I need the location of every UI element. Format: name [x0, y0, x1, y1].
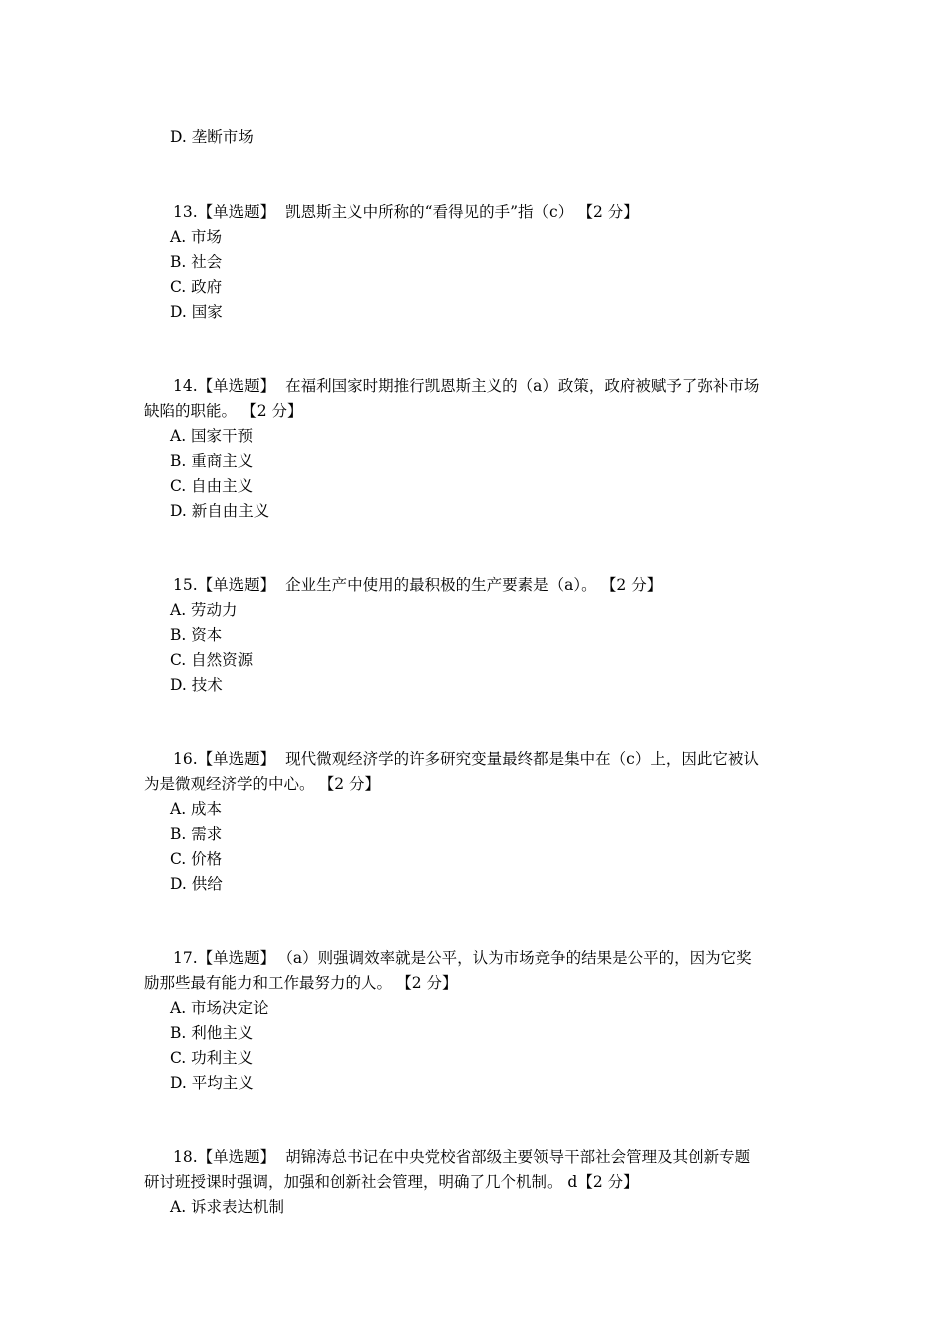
option-d: D. 国家	[170, 303, 223, 321]
option-d: D. 技术	[170, 676, 223, 694]
question-score: 【2 分】	[608, 576, 663, 594]
option-a: A. 诉求表达机制	[170, 1198, 285, 1216]
question-stem	[173, 948, 752, 968]
option-a: A. 市场	[170, 228, 223, 246]
question-type-tag: 【单选题】	[197, 1148, 276, 1166]
question-score: 【2 分】	[585, 203, 639, 221]
option-c: C. 自由主义	[170, 477, 254, 495]
question-stem-continued	[144, 973, 458, 993]
question-type-tag: 【单选题】	[197, 203, 276, 221]
question-stem	[173, 749, 759, 769]
question-stem-continued	[144, 401, 303, 421]
question-number: 18.	[173, 1148, 198, 1166]
question-number: 17.	[173, 949, 198, 967]
option-b: B. 资本	[170, 626, 223, 644]
question-stem	[173, 376, 759, 396]
question-score: 【2 分】	[326, 775, 381, 793]
option-d: D. 平均主义	[170, 1074, 254, 1092]
question-number: 15.	[173, 576, 198, 594]
question-stem-continued	[144, 1172, 639, 1192]
question-type-tag: 【单选题】	[197, 576, 276, 594]
question-score: 【2 分】	[404, 974, 458, 992]
option-b: B. 社会	[170, 253, 223, 271]
question-text: 为是微观经济学的中心。	[144, 775, 315, 793]
option-b: B. 需求	[170, 825, 223, 843]
option-c: C. 功利主义	[170, 1049, 254, 1067]
question-number: 16.	[173, 750, 198, 768]
option-b: B. 重商主义	[170, 452, 254, 470]
question-score: 【2 分】	[577, 1173, 639, 1191]
option-d: D. 新自由主义	[170, 502, 270, 520]
option-a: A. 劳动力	[170, 601, 238, 619]
option-c: C. 价格	[170, 850, 223, 868]
question-text: 企业生产中使用的最积极的生产要素是（a）。	[285, 576, 597, 594]
question-number: 13.	[173, 203, 198, 221]
option-a: A. 国家干预	[170, 427, 254, 445]
question-type-tag: 【单选题】	[197, 949, 276, 967]
question-text: 现代微观经济学的许多研究变量最终都是集中在（c）上，因此它被认	[285, 750, 759, 768]
question-stem-continued	[144, 774, 380, 794]
question-text: 研讨班授课时强调，加强和创新社会管理，明确了几个机制。 d	[144, 1173, 578, 1191]
question-stem	[173, 1147, 750, 1167]
question-type-tag: 【单选题】	[197, 750, 276, 768]
question-text: 缺陷的职能。	[144, 402, 238, 420]
option-c: C. 自然资源	[170, 651, 254, 669]
option-c: C. 政府	[170, 278, 223, 296]
question-type-tag: 【单选题】	[197, 377, 276, 395]
question-text: 胡锦涛总书记在中央党校省部级主要领导干部社会管理及其创新专题	[285, 1148, 751, 1166]
question-text: 在福利国家时期推行凯恩斯主义的（a）政策，政府被赋予了弥补市场	[285, 377, 760, 395]
question-score: 【2 分】	[249, 402, 303, 420]
question-text: 励那些最有能力和工作最努力的人。	[144, 974, 393, 992]
question-number: 14.	[173, 377, 198, 395]
question-stem	[173, 575, 662, 595]
question-stem	[173, 202, 639, 222]
question-text: 凯恩斯主义中所称的“看得见的手”指（c）	[285, 203, 574, 221]
option-a: A. 市场决定论	[170, 999, 269, 1017]
option-d: D. 供给	[170, 875, 223, 893]
option-a: A. 成本	[170, 800, 223, 818]
option-b: B. 利他主义	[170, 1024, 254, 1042]
option-d-q12: D. 垄断市场	[170, 128, 254, 146]
question-text: （a）则强调效率就是公平，认为市场竞争的结果是公平的，因为它奖	[285, 949, 752, 967]
